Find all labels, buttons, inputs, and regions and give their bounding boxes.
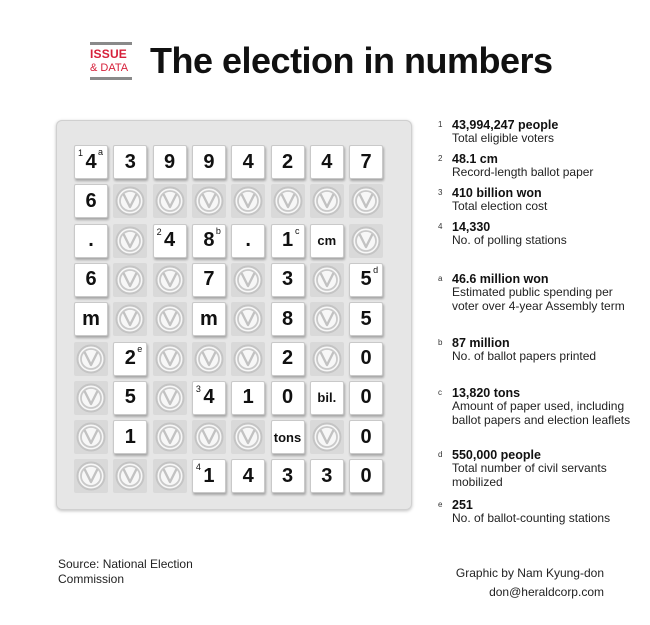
note-value: 46.6 million won <box>452 272 549 286</box>
tile-text: 7 <box>203 268 215 291</box>
ballot-stamp-icon <box>192 184 226 218</box>
note-value: 13,820 tons <box>452 386 521 400</box>
tile-text: 0 <box>360 347 372 369</box>
note-key: b <box>438 338 443 347</box>
ballot-stamp-icon <box>74 342 108 376</box>
tile-footnote-marker: 1 <box>78 148 84 158</box>
tile-text: tons <box>273 429 302 445</box>
number-tile <box>271 381 305 415</box>
number-tile <box>349 420 383 454</box>
number-tile <box>349 263 383 297</box>
tile-footnote-marker: c <box>295 225 300 236</box>
ballot-stamp-icon <box>349 184 383 218</box>
ballot-stamp-icon <box>153 420 187 454</box>
tile-text: 6 <box>85 189 97 212</box>
ballot-stamp-icon <box>231 302 265 336</box>
tile-footnote-marker: 4 <box>195 462 201 473</box>
note-description: No. of ballot-counting stations <box>452 511 611 525</box>
ballot-stamp-icon <box>153 184 187 218</box>
ballot-stamp-icon <box>113 184 147 218</box>
tile-text: 0 <box>281 386 294 409</box>
number-tile <box>349 459 383 493</box>
number-tile <box>310 459 344 493</box>
number-tile <box>231 381 265 415</box>
tile-text: 0 <box>360 464 372 487</box>
tile-text: . <box>88 229 94 252</box>
author-email: don@heraldcorp.com <box>489 585 604 599</box>
tile-text: 3 <box>281 464 294 487</box>
number-tile <box>153 224 187 258</box>
tile-text: 8 <box>203 229 215 252</box>
number-tile <box>74 224 108 258</box>
ballot-stamp-icon <box>310 302 344 336</box>
note-description: Total eligible voters <box>452 131 555 145</box>
note-description: Total election cost <box>452 199 548 213</box>
number-tile <box>271 263 305 297</box>
ballot-stamp-icon <box>231 420 265 454</box>
note-key: c <box>438 388 442 397</box>
note-key: d <box>438 450 443 459</box>
tile-footnote-marker: a <box>97 147 103 157</box>
tile-text: 6 <box>85 268 97 291</box>
tile-text: 9 <box>164 150 176 173</box>
tile-text: 2 <box>281 347 294 369</box>
number-tile <box>113 342 147 376</box>
note-description: No. of polling stations <box>452 233 567 247</box>
tile-text: 1 <box>124 425 136 448</box>
tile-footnote-marker: d <box>373 264 379 275</box>
tile-text: 9 <box>203 150 215 173</box>
ballot-stamp-icon <box>74 459 108 493</box>
tile-text: 2 <box>281 150 294 173</box>
number-tile <box>74 302 108 336</box>
ballot-stamp-icon <box>192 342 226 376</box>
tile-text: 4 <box>242 464 254 487</box>
ballot-stamp-icon <box>231 184 265 218</box>
note-value: 87 million <box>452 336 510 350</box>
logo-data-text: & DATA <box>90 62 129 74</box>
note-key: a <box>438 274 443 283</box>
ballot-stamp-icon <box>349 224 383 258</box>
number-tile <box>231 145 265 179</box>
tile-text: 1 <box>242 386 254 409</box>
ballot-stamp-icon <box>153 459 187 493</box>
number-tile <box>192 459 226 493</box>
note-value: 43,994,247 people <box>452 118 559 132</box>
tile-text: 7 <box>360 150 372 173</box>
graphic-credit <box>430 564 604 602</box>
tile-text: bil. <box>317 390 337 406</box>
number-tile-board <box>56 120 412 510</box>
number-tile <box>271 459 305 493</box>
tile-text: 3 <box>281 268 294 291</box>
note-value: 14,330 <box>452 220 491 234</box>
number-tile <box>192 263 226 297</box>
tile-text: cm <box>317 233 337 249</box>
ballot-stamp-icon <box>310 184 344 218</box>
tile-text: 3 <box>321 464 333 487</box>
tile-text: . <box>245 229 251 252</box>
number-tile <box>310 145 344 179</box>
number-tile <box>271 420 305 454</box>
note-value: 251 <box>452 498 473 512</box>
ballot-stamp-icon <box>192 420 226 454</box>
number-tile <box>192 381 226 415</box>
tile-text: 3 <box>124 150 136 173</box>
note-key: e <box>438 500 443 509</box>
ballot-stamp-icon <box>74 420 108 454</box>
ballot-stamp-icon <box>310 263 344 297</box>
tile-text: 0 <box>360 386 372 409</box>
number-tile <box>349 302 383 336</box>
number-tile <box>271 302 305 336</box>
note-value: 48.1 cm <box>452 152 498 166</box>
number-tile <box>349 381 383 415</box>
ballot-stamp-icon <box>153 263 187 297</box>
number-tile <box>153 145 187 179</box>
tile-text: m <box>82 307 100 330</box>
tile-footnote-marker: 3 <box>195 383 201 394</box>
ballot-stamp-icon <box>231 263 265 297</box>
number-tile <box>310 224 344 258</box>
note-key: 3 <box>438 188 443 197</box>
number-tile <box>271 145 305 179</box>
ballot-stamp-icon <box>310 420 344 454</box>
tile-text: m <box>199 307 218 330</box>
number-tile <box>74 145 108 179</box>
number-tile <box>113 145 147 179</box>
number-tile <box>74 184 108 218</box>
ballot-stamp-icon <box>113 302 147 336</box>
tile-text: 1 <box>203 464 215 487</box>
note-key: 1 <box>438 120 443 129</box>
number-tile <box>113 420 147 454</box>
number-tile <box>192 302 226 336</box>
ballot-stamp-icon <box>113 263 147 297</box>
ballot-stamp-icon <box>231 342 265 376</box>
tile-text: 4 <box>203 386 215 409</box>
number-tile <box>231 224 265 258</box>
page-title: The election in numbers <box>150 40 553 81</box>
note-value: 550,000 people <box>452 448 541 462</box>
tile-text: 4 <box>242 150 254 173</box>
note-description: Estimated public spending per voter over 4-year Assembly term <box>452 285 625 313</box>
ballot-stamp-icon <box>113 459 147 493</box>
ballot-stamp-icon <box>74 381 108 415</box>
graphic-author: Graphic by Nam Kyung-don <box>455 566 604 580</box>
number-tile <box>310 381 344 415</box>
note-key: 2 <box>438 154 443 163</box>
number-tile <box>192 224 226 258</box>
number-tile <box>192 145 226 179</box>
number-tile <box>349 145 383 179</box>
ballot-stamp-icon <box>113 224 147 258</box>
tile-text: 4 <box>85 150 97 173</box>
tile-text: 4 <box>164 229 176 252</box>
source-credit: Source: National Election Commission <box>58 557 193 586</box>
tile-footnote-marker: b <box>215 225 221 236</box>
ballot-stamp-icon <box>153 302 187 336</box>
note-description: Total number of civil servants mobilized <box>452 461 607 489</box>
tile-text: 0 <box>360 425 372 448</box>
number-tile <box>231 459 265 493</box>
number-tile <box>113 381 147 415</box>
tile-text: 8 <box>281 307 294 330</box>
ballot-stamp-icon <box>310 342 344 376</box>
ballot-stamp-icon <box>153 342 187 376</box>
tile-footnote-marker: 2 <box>156 226 162 237</box>
note-key: 4 <box>438 222 443 231</box>
tile-text: 5 <box>360 268 372 291</box>
note-description: Record-length ballot paper <box>452 165 594 179</box>
note-description: No. of ballot papers printed <box>452 349 597 363</box>
logo-issue-text: ISSUE <box>90 47 128 61</box>
number-tile <box>271 342 305 376</box>
tile-text: 1 <box>281 229 294 252</box>
ballot-stamp-icon <box>271 184 305 218</box>
tile-text: 4 <box>321 150 333 173</box>
note-value: 410 billion won <box>452 186 542 200</box>
tile-text: 5 <box>360 307 372 330</box>
tile-text: 2 <box>124 347 136 369</box>
number-tile <box>271 224 305 258</box>
number-tile <box>74 263 108 297</box>
tile-footnote-marker: e <box>137 343 143 354</box>
note-description: Amount of paper used, including ballot papers and election leaflets <box>452 399 631 427</box>
number-tile <box>349 342 383 376</box>
issue-data-logo <box>90 42 132 84</box>
tile-text: 5 <box>124 386 136 409</box>
ballot-stamp-icon <box>153 381 187 415</box>
